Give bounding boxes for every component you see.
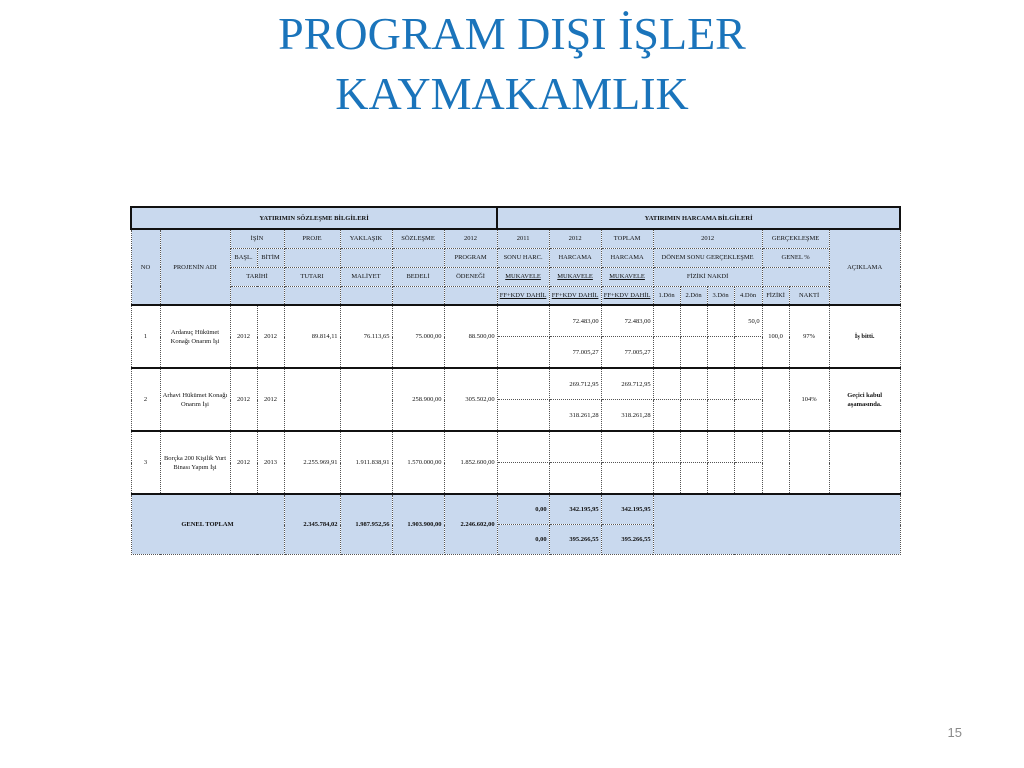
row-fiziki — [762, 368, 789, 431]
header-yaklasik-2 — [340, 248, 392, 267]
header-bedeli: BEDELİ — [392, 267, 444, 286]
row-project-name: Arhavi Hükümet Konağı Onarım İşi — [160, 368, 230, 431]
header-maliyet: MALİYET — [340, 267, 392, 286]
header-harcama-mukavele: MUKAVELE — [549, 267, 601, 286]
row-yaklasik-maliyet: 76.113,65 — [340, 305, 392, 368]
row-d4-b — [734, 337, 762, 369]
header-gercek-2: GENEL % — [762, 248, 829, 267]
row-d1-b — [653, 463, 680, 495]
total-program: 2.246.602,00 — [444, 494, 497, 555]
row-proje-tutari — [284, 368, 340, 431]
row-basl: 2012 — [230, 431, 257, 494]
total-toplam-b: 395.266,55 — [601, 525, 653, 555]
row-proje-tutari: 89.814,11 — [284, 305, 340, 368]
header-harcama-1: 2012 — [549, 229, 601, 248]
row-bitim: 2013 — [257, 431, 284, 494]
header-tarihi-blank — [230, 286, 284, 305]
header-blank-sozlesme — [392, 286, 444, 305]
header-donem-3: 3.Dön — [707, 286, 734, 305]
header-sozlesme-2 — [392, 248, 444, 267]
row-d3-b — [707, 463, 734, 495]
total-harcama-a: 342.195,95 — [549, 494, 601, 525]
row-sonu-b — [497, 400, 549, 432]
total-yaklasik: 1.987.952,56 — [340, 494, 392, 555]
row-program-odenegi: 305.502,00 — [444, 368, 497, 431]
header-fiziki-nakdi: FİZİKİ NAKDİ — [653, 267, 762, 286]
row-aciklama — [829, 431, 900, 494]
row-toplam-b: 318.261,28 — [601, 400, 653, 432]
row-sozlesme-bedeli: 1.570.000,00 — [392, 431, 444, 494]
row-d4-a: 50,0 — [734, 305, 762, 337]
row-fiziki — [762, 431, 789, 494]
total-proje: 2.345.784,02 — [284, 494, 340, 555]
row-d2-b — [680, 337, 707, 369]
header-sonu-2: SONU HARC. — [497, 248, 549, 267]
row-basl: 2012 — [230, 305, 257, 368]
row-d4-a — [734, 431, 762, 463]
row-harcama-a — [549, 431, 601, 463]
total-sonu-b: 0,00 — [497, 525, 549, 555]
row-nakti: 104% — [789, 368, 829, 431]
table-row — [131, 368, 900, 400]
row-d3-a — [707, 305, 734, 337]
row-sonu-a — [497, 305, 549, 337]
row-toplam-b — [601, 463, 653, 495]
table-row — [131, 431, 900, 463]
total-sozlesme: 1.903.900,00 — [392, 494, 444, 555]
row-d4-a — [734, 368, 762, 400]
header-toplam-ffkdv: FF+KDV DAHİL — [601, 286, 653, 305]
row-aciklama: İş bitti. — [829, 305, 900, 368]
section-contract-info: YATIRIMIN SÖZLEŞME BİLGİLERİ — [131, 207, 497, 229]
header-program-1: 2012 — [444, 229, 497, 248]
page-number: 15 — [947, 725, 962, 740]
row-sonu-a — [497, 368, 549, 400]
header-odenegi: ÖDENEĞİ — [444, 267, 497, 286]
header-sonu-1: 2011 — [497, 229, 549, 248]
header-sonu-ffkdv: FF+KDV DAHİL — [497, 286, 549, 305]
header-isin: İŞİN — [230, 229, 284, 248]
header-no: NO — [131, 229, 160, 305]
row-toplam-a: 269.712,95 — [601, 368, 653, 400]
row-harcama-b: 77.005,27 — [549, 337, 601, 369]
header-nakti: NAKTİ — [789, 286, 829, 305]
header-gercek-blank — [762, 267, 829, 286]
header-proje-tutari: TUTARI — [284, 267, 340, 286]
slide-title-line1: PROGRAM DIŞI İŞLER — [278, 8, 746, 59]
total-row — [131, 494, 900, 525]
row-d2-b — [680, 463, 707, 495]
row-d2-b — [680, 400, 707, 432]
section-spending-info: YATIRIMIN HARCAMA BİLGİLERİ — [497, 207, 900, 229]
header-donem-1: 1.Dön — [653, 286, 680, 305]
row-aciklama: Geçici kabul aşamasında. — [829, 368, 900, 431]
header-bitim: BİTİM — [257, 248, 284, 267]
spreadsheet-table — [130, 206, 898, 550]
slide-title-line2: KAYMAKAMLIK — [335, 68, 689, 119]
total-harcama-b: 395.266,55 — [549, 525, 601, 555]
header-proje-2 — [284, 248, 340, 267]
row-toplam-a — [601, 431, 653, 463]
row-d2-a — [680, 431, 707, 463]
row-nakti — [789, 431, 829, 494]
header-toplam-mukavele: MUKAVELE — [601, 267, 653, 286]
row-d3-b — [707, 337, 734, 369]
row-fiziki: 100,0 — [762, 305, 789, 368]
header-harcama-2: HARCAMA — [549, 248, 601, 267]
row-d3-a — [707, 431, 734, 463]
header-fiziki: FİZİKİ — [762, 286, 789, 305]
row-project-name: Ardanuç Hükümet Konağı Onarım İşi — [160, 305, 230, 368]
header-tarihi: TARİHİ — [230, 267, 284, 286]
header-donem-2: 2.Dön — [680, 286, 707, 305]
header-blank-yaklasik — [340, 286, 392, 305]
row-harcama-b: 318.261,28 — [549, 400, 601, 432]
header-proje-1: PROJE — [284, 229, 340, 248]
row-basl: 2012 — [230, 368, 257, 431]
row-d4-b — [734, 463, 762, 495]
row-sonu-b — [497, 337, 549, 369]
row-harcama-b — [549, 463, 601, 495]
row-nakti: 97% — [789, 305, 829, 368]
total-toplam-a: 342.195,95 — [601, 494, 653, 525]
header-blank-program — [444, 286, 497, 305]
row-d2-a — [680, 305, 707, 337]
row-harcama-a: 269.712,95 — [549, 368, 601, 400]
header-yaklasik-1: YAKLAŞIK — [340, 229, 392, 248]
row-yaklasik-maliyet — [340, 368, 392, 431]
row-sonu-a — [497, 431, 549, 463]
row-no: 1 — [131, 305, 160, 368]
row-no: 2 — [131, 368, 160, 431]
row-sonu-b — [497, 463, 549, 495]
row-d1-b — [653, 337, 680, 369]
header-donem-4: 4.Dön — [734, 286, 762, 305]
header-donem-2: DÖNEM SONU GERÇEKLEŞME — [653, 248, 762, 267]
header-aciklama: AÇIKLAMA — [829, 229, 900, 305]
row-d4-b — [734, 400, 762, 432]
row-program-odenegi: 1.852.600,00 — [444, 431, 497, 494]
header-gercek-1: GERÇEKLEŞME — [762, 229, 829, 248]
total-label: GENEL TOPLAM — [131, 494, 284, 555]
row-sozlesme-bedeli: 75.000,00 — [392, 305, 444, 368]
row-yaklasik-maliyet: 1.911.838,91 — [340, 431, 392, 494]
row-d3-a — [707, 368, 734, 400]
header-sozlesme-1: SÖZLEŞME — [392, 229, 444, 248]
row-toplam-b: 77.005,27 — [601, 337, 653, 369]
header-project: PROJENİN ADI — [160, 229, 230, 305]
total-sonu-a: 0,00 — [497, 494, 549, 525]
row-d2-a — [680, 368, 707, 400]
row-bitim: 2012 — [257, 305, 284, 368]
row-toplam-a: 72.483,00 — [601, 305, 653, 337]
header-sonu-mukavele: MUKAVELE — [497, 267, 549, 286]
row-project-name: Borçka 200 Kişilik Yurt Binası Yapım İşi — [160, 431, 230, 494]
total-blank — [653, 494, 900, 555]
table-row — [131, 305, 900, 337]
row-d1-b — [653, 400, 680, 432]
row-program-odenegi: 88.500,00 — [444, 305, 497, 368]
header-donem-1: 2012 — [653, 229, 762, 248]
row-harcama-a: 72.483,00 — [549, 305, 601, 337]
row-d1-a — [653, 431, 680, 463]
row-no: 3 — [131, 431, 160, 494]
header-basl: BAŞL. — [230, 248, 257, 267]
header-toplam-2: HARCAMA — [601, 248, 653, 267]
header-program-2: PROGRAM — [444, 248, 497, 267]
investment-table — [130, 206, 901, 555]
header-harcama-ffkdv: FF+KDV DAHİL — [549, 286, 601, 305]
header-blank-proje — [284, 286, 340, 305]
row-proje-tutari: 2.255.969,91 — [284, 431, 340, 494]
row-sozlesme-bedeli: 258.900,00 — [392, 368, 444, 431]
row-d3-b — [707, 400, 734, 432]
header-toplam-1: TOPLAM — [601, 229, 653, 248]
row-d1-a — [653, 305, 680, 337]
row-d1-a — [653, 368, 680, 400]
row-bitim: 2012 — [257, 368, 284, 431]
